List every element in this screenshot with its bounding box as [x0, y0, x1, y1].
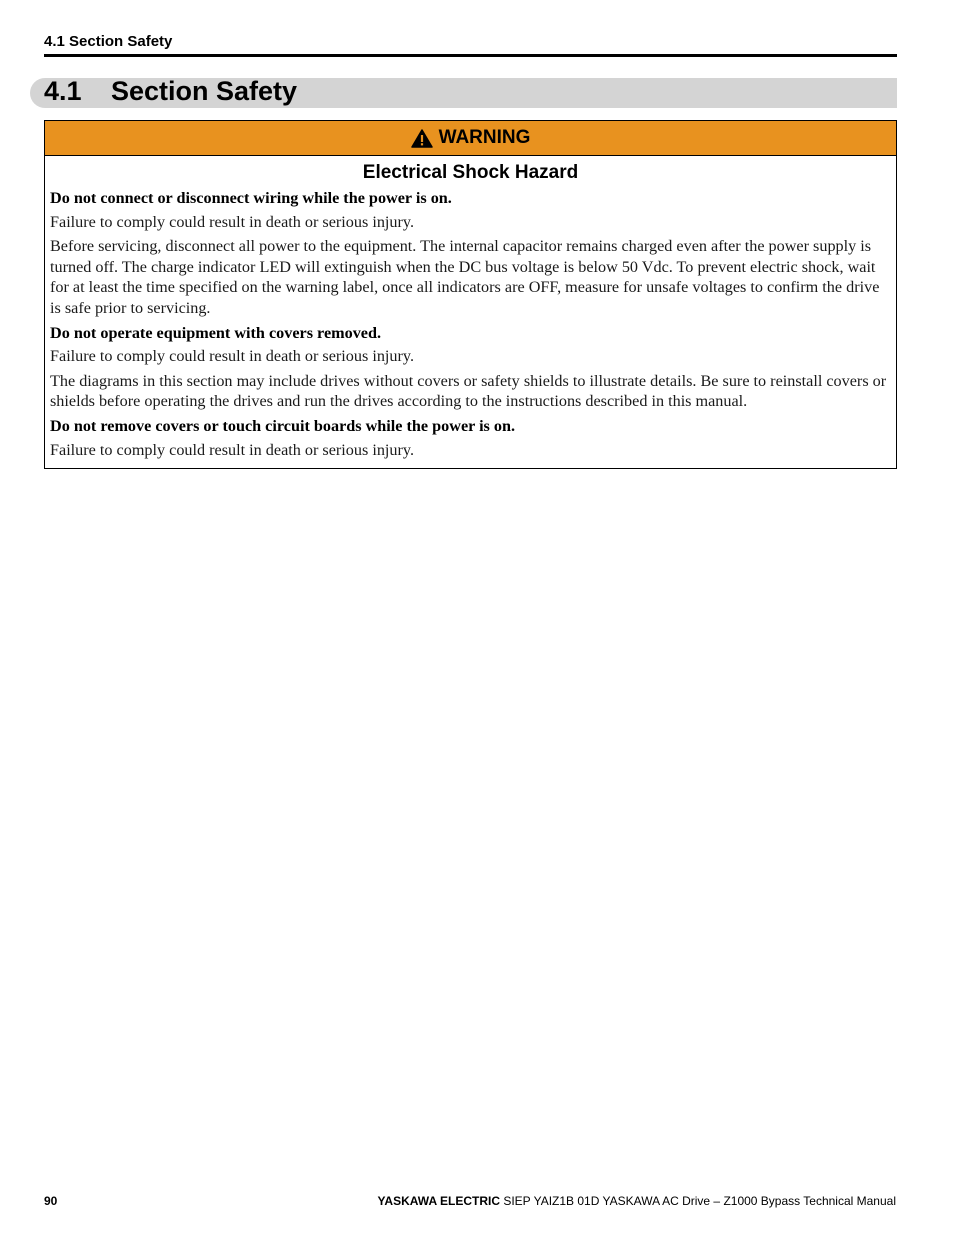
section-heading: [44, 76, 297, 107]
warning-detail: Before servicing, disconnect all power to the equipment. The internal capacitor remains charged even after the power supply is turned off. The charge indicator LED will extinguish when the DC bus voltage is below 50 Vdc. To prevent electric shock, wait for at least the time specified on the warning label, once all indicators are OFF, measure for unsafe voltages to confirm the drive is safe prior to servicing.: [50, 237, 880, 317]
warning-instruction: Do not connect or disconnect wiring while the power is on.: [50, 189, 452, 207]
warning-box: [44, 120, 897, 469]
page-number: 90: [44, 1194, 58, 1208]
header-rule: [44, 54, 897, 57]
warning-detail: The diagrams in this section may include drives without covers or safety shields to illustrate details. Be sure to reinstall covers or shields before operating the drives and run the drives according to the instructions described in this manual.: [50, 371, 887, 411]
warning-consequence: Failure to comply could result in death or serious injury.: [50, 212, 414, 231]
footer-manual-name: SIEP YAIZ1B 01D YASKAWA AC Drive – Z1000 Bypass Technical Manual: [503, 1194, 896, 1208]
section-title: Section Safety: [111, 76, 298, 106]
running-head: 4.1 Section Safety: [44, 33, 173, 50]
warning-consequence: Failure to comply could result in death or serious injury.: [50, 347, 414, 366]
warning-label: WARNING: [438, 127, 531, 148]
section-number: 4.1: [44, 76, 82, 106]
warning-instruction: Do not operate equipment with covers removed.: [50, 323, 382, 342]
warning-triangle-icon: [411, 129, 433, 148]
footer-manual-title: [378, 1194, 896, 1208]
warning-header: [45, 121, 896, 156]
warning-consequence: Failure to comply could result in death or serious injury.: [50, 440, 414, 459]
warning-instruction: Do not remove covers or touch circuit boards while the power is on.: [50, 416, 516, 435]
hazard-title: Electrical Shock Hazard: [362, 162, 579, 183]
footer-brand: YASKAWA ELECTRIC: [377, 1194, 500, 1208]
